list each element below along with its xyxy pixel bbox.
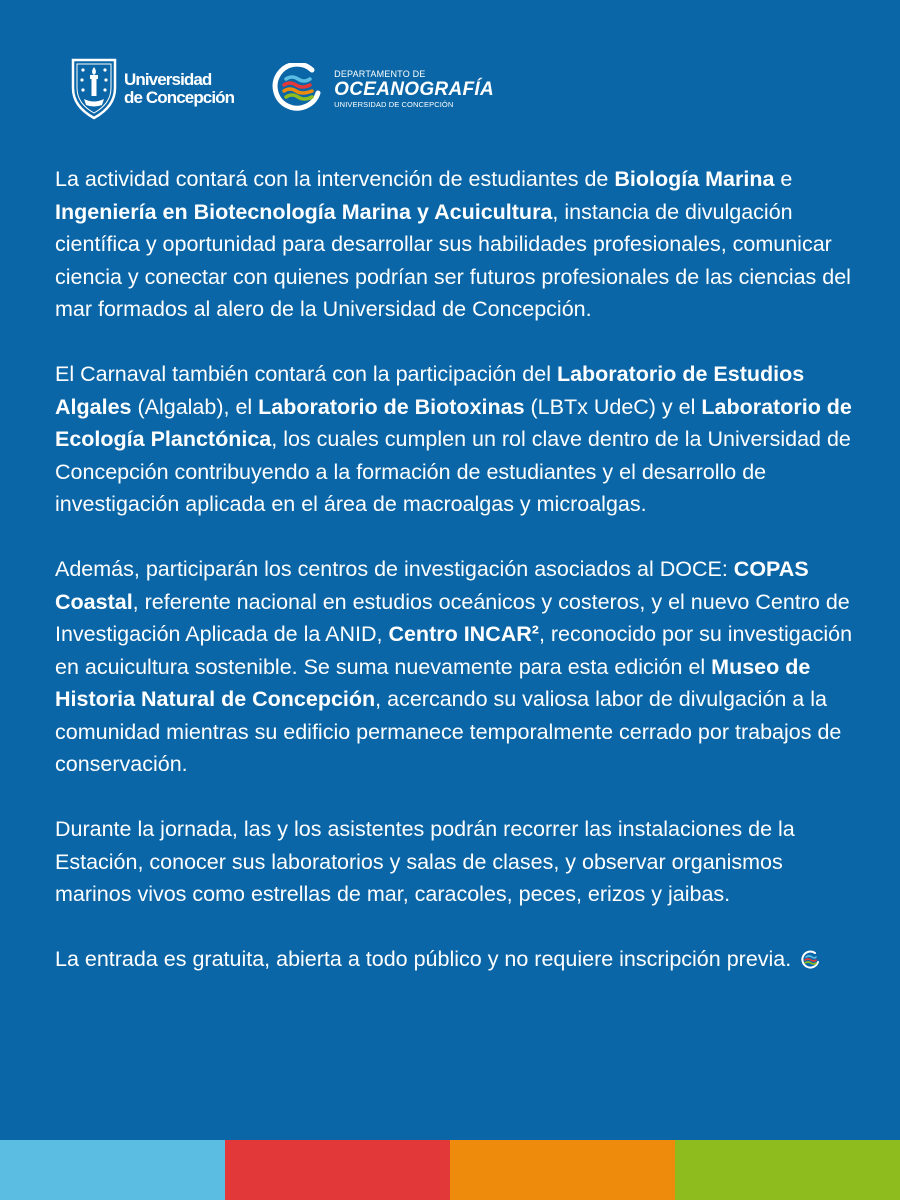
p1-text-2: e <box>774 167 793 191</box>
p3-text-2: , referente nacional en estudios oceánicos y costeros, y el nuevo Centro de Investigación Aplicada de la ANID, <box>55 589 850 646</box>
oceanografia-line2: OCEANOGRAFÍA <box>334 79 494 100</box>
paragraph-5 <box>55 943 855 976</box>
p2-bold-2: Laboratorio de Biotoxinas <box>258 394 525 419</box>
udec-name-line2: de Concepción <box>124 88 235 107</box>
header-logos <box>70 58 494 120</box>
oceanografia-inline-icon <box>799 950 821 970</box>
udec-shield-icon <box>70 58 118 120</box>
p2-text-3: (LBTx UdeC) y el <box>524 394 702 419</box>
footer-color-bar <box>0 1140 900 1200</box>
oceanografia-text <box>334 69 494 109</box>
p2-text-2: (Algalab), el <box>131 394 259 419</box>
footer-segment-orange <box>450 1140 675 1200</box>
p3-bold-2: Centro INCAR² <box>388 622 539 646</box>
oceanografia-line1: DEPARTAMENTO DE <box>334 69 426 79</box>
p3-text-4: , acercando su valiosa labor de divulgación a la comunidad mientras su edificio permanece temporalmente cerrado por trabajos de conservación. <box>55 687 842 776</box>
p2-text-4: , los cuales cumplen un rol clave dentro de la Universidad de Concepción contribuyendo a la formación de estudiantes y el desarrollo de investigación aplicada en el área de macroalgas y microalgas. <box>55 427 851 516</box>
article-body <box>55 163 855 1008</box>
paragraph-2 <box>55 358 855 521</box>
oceanografia-emblem-icon <box>268 63 328 115</box>
p3-bold-1: COPAS Coastal <box>55 557 809 614</box>
p1-text-3: , instancia de divulgación científica y oportunidad para desarrollar sus habilidades profesionales, comunicar ciencia y conectar con quienes podrían ser futuros profesionales de las ciencias del mar formados al alero de la Universidad de Concepción. <box>55 199 851 321</box>
p1-bold-2: Ingeniería en Biotecnología Marina y Acuicultura <box>55 199 553 224</box>
paragraph-4 <box>55 813 855 911</box>
oceanografia-logo <box>268 63 494 115</box>
udec-name <box>124 71 234 107</box>
p2-bold-3: Laboratorio de Ecología Planctónica <box>55 394 852 451</box>
paragraph-3 <box>55 553 855 781</box>
p3-text-3: , reconocido por su investigación en acuicultura sostenible. Se suma nuevamente para esta edición el <box>55 622 853 679</box>
p2-bold-1: Laboratorio de Estudios Algales <box>55 362 805 419</box>
footer-segment-green <box>675 1140 900 1200</box>
p4-text-1: Durante la jornada, las y los asistentes podrán recorrer las instalaciones de la Estación, conocer sus laboratorios y salas de clases, y observar organismos marinos vivos como estrellas de mar, caracoles, peces, erizos y jaibas. <box>55 817 795 906</box>
udec-name-line1: Universidad <box>124 70 212 89</box>
p1-text-1: La actividad contará con la intervención de estudiantes de <box>55 167 615 191</box>
p3-bold-3: Museo de Historia Natural de Concepción <box>55 654 811 711</box>
p1-bold-1: Biología Marina <box>614 167 775 191</box>
p3-text-1: Además, participarán los centros de investigación asociados al DOCE: <box>55 557 734 581</box>
paragraph-1 <box>55 163 855 326</box>
footer-segment-light-blue <box>0 1140 225 1200</box>
p2-text-1: El Carnaval también contará con la participación del <box>55 362 557 386</box>
p5-text-1: La entrada es gratuita, abierta a todo público y no requiere inscripción previa. <box>55 947 792 971</box>
oceanografia-line3: UNIVERSIDAD DE CONCEPCIÓN <box>334 100 454 109</box>
footer-segment-red <box>225 1140 450 1200</box>
udec-logo <box>70 58 234 120</box>
